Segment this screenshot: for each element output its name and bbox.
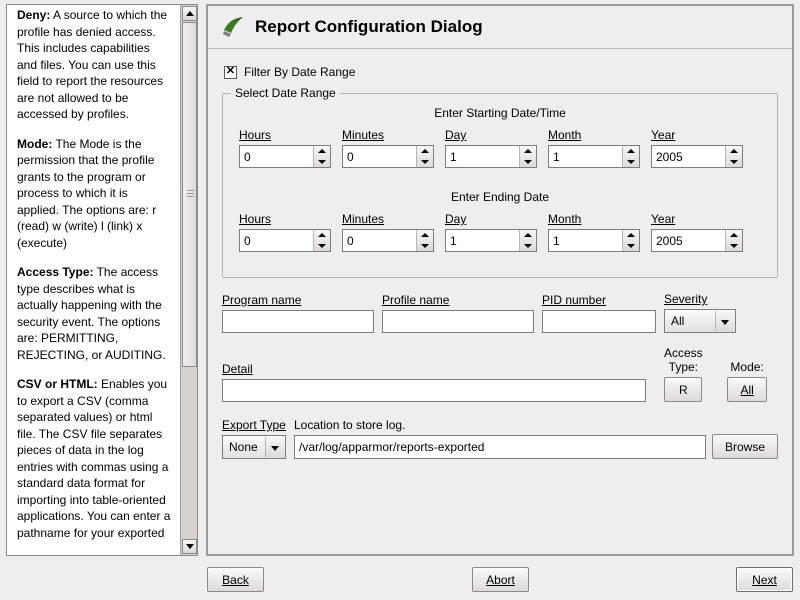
spinner-down-icon[interactable] <box>623 157 639 168</box>
start-year-spin-buttons[interactable] <box>725 146 742 167</box>
select-date-range-group <box>222 86 778 278</box>
start-day-spinner[interactable] <box>445 145 537 168</box>
spinner-up-icon[interactable] <box>417 146 433 157</box>
filter-by-date-range-row[interactable] <box>224 65 778 79</box>
access-type-button[interactable]: R <box>664 377 702 402</box>
mode-field <box>716 360 778 402</box>
location-field <box>294 418 712 459</box>
mode-label: Mode: <box>730 360 764 374</box>
start-hours-label: Hours <box>239 128 272 142</box>
start-day-field <box>445 128 537 168</box>
end-minutes-field <box>342 212 434 252</box>
severity-combobox[interactable] <box>664 309 736 333</box>
end-minutes-label: Minutes <box>342 212 385 226</box>
help-scrollbar[interactable] <box>180 5 197 555</box>
spinner-down-icon[interactable] <box>726 157 742 168</box>
end-month-label: Month <box>548 212 582 226</box>
severity-label: Severity <box>664 292 708 306</box>
help-body: The access type describes what is actually happening with the security event. The options are: PERMITTING, REJECTING, or AUDITING. <box>17 265 166 362</box>
pid-number-field <box>542 293 664 333</box>
spinner-down-icon[interactable] <box>314 157 330 168</box>
start-hours-input[interactable] <box>240 146 313 167</box>
start-day-input[interactable] <box>446 146 519 167</box>
end-day-spin-buttons[interactable] <box>519 230 536 251</box>
start-hours-spinner[interactable] <box>239 145 331 168</box>
ending-fields-row <box>223 212 777 252</box>
spinner-up-icon[interactable] <box>417 230 433 241</box>
scrollbar-grip-icon <box>187 190 194 200</box>
end-year-input[interactable] <box>652 230 725 251</box>
start-minutes-spin-buttons[interactable] <box>416 146 433 167</box>
start-month-field <box>548 128 640 168</box>
help-term: CSV or HTML: <box>17 377 98 391</box>
end-day-field <box>445 212 537 252</box>
starting-fields-row <box>223 128 777 168</box>
access-type-label: Access Type: <box>663 346 703 374</box>
help-body: A source to which the profile has denied access. This includes capabilities and files. You can use this field to report the resources are not allowed to be accessed by profiles. <box>17 8 168 121</box>
help-paragraph <box>17 136 171 252</box>
severity-field <box>664 292 740 333</box>
spinner-up-icon[interactable] <box>520 230 536 241</box>
profile-name-label: Profile name <box>382 293 450 307</box>
dialog-body <box>208 49 792 459</box>
start-month-label: Month <box>548 128 582 142</box>
filter-by-date-range-label: Filter By Date Range <box>244 65 356 79</box>
profile-name-field <box>382 293 542 333</box>
end-year-field <box>651 212 743 252</box>
starting-datetime-title: Enter Starting Date/Time <box>434 106 566 120</box>
profile-name-input[interactable] <box>382 310 534 333</box>
end-day-label: Day <box>445 212 467 226</box>
help-paragraph <box>17 7 171 123</box>
start-year-field <box>651 128 743 168</box>
location-label: Location to store log. <box>294 418 406 432</box>
help-paragraph <box>17 264 171 363</box>
help-text-content <box>7 5 179 556</box>
abort-button[interactable]: Abort <box>472 567 529 592</box>
export-type-label: Export Type <box>222 418 286 432</box>
chevron-down-icon[interactable] <box>265 437 284 457</box>
help-body: Enables you to export a CSV (comma separated values) or html file. The CSV file separates pieces of data in the log entries with commas using a standard data format for importing into table-oriented applications. You can enter a pathname for your exported <box>17 377 171 540</box>
help-paragraph <box>17 376 171 541</box>
export-type-field <box>222 418 294 459</box>
chevron-up-icon <box>186 11 194 16</box>
pid-number-input[interactable] <box>542 310 656 333</box>
apparmor-logo-icon <box>222 16 246 38</box>
export-row <box>222 418 778 459</box>
mode-button[interactable]: All <box>727 377 767 402</box>
detail-field <box>222 362 650 402</box>
back-button[interactable]: Back <box>207 567 264 592</box>
end-hours-input[interactable] <box>240 230 313 251</box>
scroll-down-button[interactable] <box>182 539 197 554</box>
spinner-down-icon[interactable] <box>623 241 639 252</box>
start-hours-spin-buttons[interactable] <box>313 146 330 167</box>
end-month-input[interactable] <box>549 230 622 251</box>
end-minutes-spin-buttons[interactable] <box>416 230 433 251</box>
end-day-spinner[interactable] <box>445 229 537 252</box>
spinner-up-icon[interactable] <box>623 146 639 157</box>
start-minutes-field <box>342 128 434 168</box>
spinner-down-icon[interactable] <box>314 241 330 252</box>
end-year-spinner[interactable] <box>651 229 743 252</box>
spinner-down-icon[interactable] <box>417 157 433 168</box>
end-day-input[interactable] <box>446 230 519 251</box>
start-day-label: Day <box>445 128 467 142</box>
pid-number-label: PID number <box>542 293 607 307</box>
ending-date-title: Enter Ending Date <box>450 190 550 204</box>
spinner-up-icon[interactable] <box>314 146 330 157</box>
severity-value: All <box>671 314 685 328</box>
browse-button[interactable]: Browse <box>712 434 778 459</box>
scrollbar-thumb[interactable] <box>182 22 197 367</box>
program-name-label: Program name <box>222 293 302 307</box>
program-name-field <box>222 293 382 333</box>
help-term: Deny: <box>17 8 51 22</box>
start-year-spinner[interactable] <box>651 145 743 168</box>
next-button[interactable]: Next <box>736 567 793 592</box>
detail-row <box>222 346 778 402</box>
spinner-up-icon[interactable] <box>726 230 742 241</box>
access-type-field <box>650 346 716 402</box>
end-hours-spinner[interactable] <box>239 229 331 252</box>
end-month-spin-buttons[interactable] <box>622 230 639 251</box>
start-month-spinner[interactable] <box>548 145 640 168</box>
end-minutes-input[interactable] <box>343 230 416 251</box>
export-type-value: None <box>229 440 258 454</box>
start-minutes-input[interactable] <box>343 146 416 167</box>
end-hours-field <box>239 212 331 252</box>
dialog-title: Report Configuration Dialog <box>255 17 483 36</box>
start-month-spin-buttons[interactable] <box>622 146 639 167</box>
end-month-spinner[interactable] <box>548 229 640 252</box>
end-hours-spin-buttons[interactable] <box>313 230 330 251</box>
help-term: Access Type: <box>17 265 94 279</box>
dialog-footer <box>0 562 800 600</box>
browse-field <box>712 434 778 459</box>
export-type-combobox[interactable] <box>222 435 286 459</box>
help-body: The Mode is the permission that the profile grants to the program or process to which it is applied. The options are: r (read) w (write) l (link) x (execute) <box>17 136 157 250</box>
start-month-input[interactable] <box>549 146 622 167</box>
scroll-up-button[interactable] <box>182 6 197 21</box>
location-input[interactable] <box>294 435 706 459</box>
start-year-input[interactable] <box>652 146 725 167</box>
detail-label: Detail <box>222 362 253 376</box>
report-configuration-dialog <box>206 4 794 556</box>
end-hours-label: Hours <box>239 212 272 226</box>
end-year-spin-buttons[interactable] <box>725 230 742 251</box>
detail-input[interactable] <box>222 379 646 402</box>
chevron-down-icon[interactable] <box>715 311 734 331</box>
start-hours-field <box>239 128 331 168</box>
filters-row <box>222 292 778 333</box>
select-date-range-legend: Select Date Range <box>235 86 336 100</box>
spinner-down-icon[interactable] <box>520 241 536 252</box>
filter-by-date-range-checkbox[interactable] <box>224 66 237 79</box>
chevron-down-icon <box>186 544 194 549</box>
start-minutes-spinner[interactable] <box>342 145 434 168</box>
end-minutes-spinner[interactable] <box>342 229 434 252</box>
dialog-header <box>208 6 792 49</box>
program-name-input[interactable] <box>222 310 374 333</box>
help-panel <box>6 4 198 556</box>
start-year-label: Year <box>651 128 676 142</box>
spinner-up-icon[interactable] <box>726 146 742 157</box>
spinner-up-icon[interactable] <box>314 230 330 241</box>
end-year-label: Year <box>651 212 676 226</box>
spinner-down-icon[interactable] <box>520 157 536 168</box>
help-term: Mode: <box>17 136 53 151</box>
spinner-down-icon[interactable] <box>417 241 433 252</box>
spinner-up-icon[interactable] <box>623 230 639 241</box>
start-day-spin-buttons[interactable] <box>519 146 536 167</box>
start-minutes-label: Minutes <box>342 128 385 142</box>
spinner-down-icon[interactable] <box>726 241 742 252</box>
spinner-up-icon[interactable] <box>520 146 536 157</box>
end-month-field <box>548 212 640 252</box>
